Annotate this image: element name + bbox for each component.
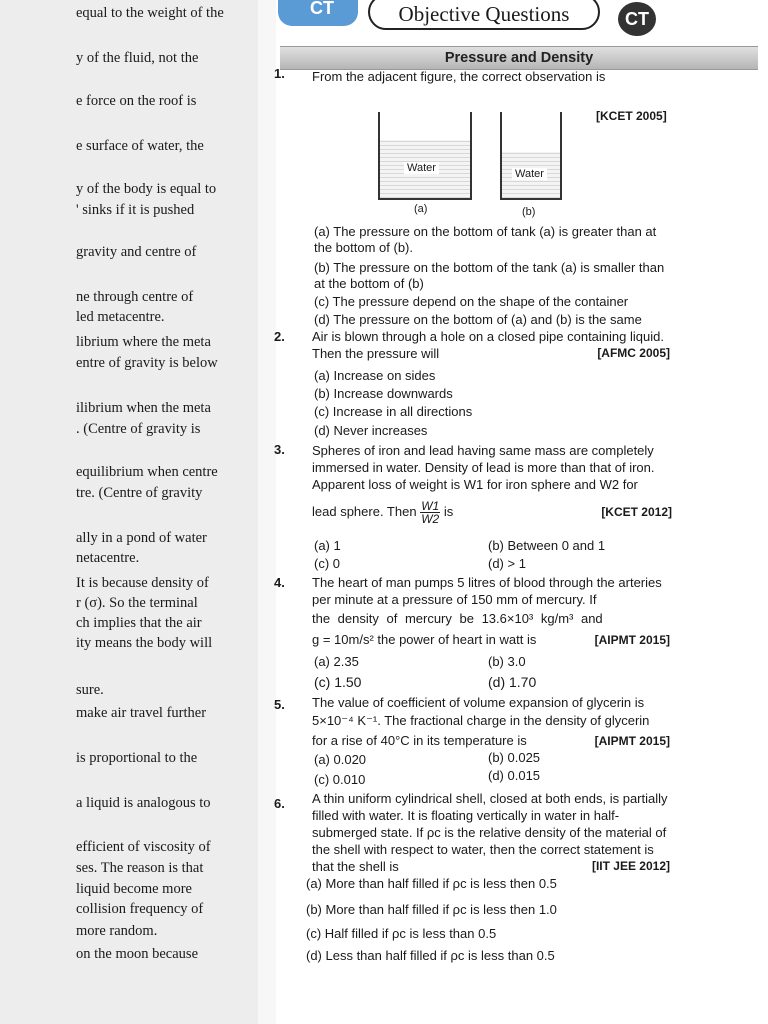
left-text-line: netacentre.	[76, 550, 140, 566]
option-b: (b) Between 0 and 1	[488, 538, 606, 553]
left-text-line: r (σ). So the terminal	[76, 595, 198, 611]
left-text-line: efficient of viscosity of	[76, 839, 211, 855]
left-text-line: . (Centre of gravity is	[76, 421, 201, 437]
figure-label-b: (b)	[522, 206, 536, 218]
option-c: (c) Increase in all directions	[314, 404, 473, 419]
exam-tag: [KCET 2012]	[601, 505, 672, 519]
option-d: (d) Less than half filled if ρc is less than 0.5	[306, 948, 555, 963]
exam-tag: [AIPMT 2015]	[594, 633, 670, 647]
question-text: Spheres of iron and lead having same mass are completely immersed in water. Density of lead is more than that of iron. Apparent loss of weight is W1 for iron sphere and W2 for	[312, 443, 655, 492]
option-b: (b) More than half filled if ρc is less then 1.0	[306, 902, 557, 917]
question-text-line	[312, 500, 672, 525]
question-text: The value of coefficient of volume expansion of glycerin is	[312, 695, 645, 710]
question-number: 5.	[274, 697, 285, 712]
question-stem: lead sphere. Then	[312, 503, 417, 519]
water-label: Water	[404, 162, 439, 174]
left-text-line: led metacentre.	[76, 309, 165, 325]
exam-tag: [IIT JEE 2012]	[591, 859, 670, 873]
option-c: (c) 0	[314, 556, 340, 571]
section-title: Pressure and Density	[280, 46, 758, 70]
left-text-line: tre. (Centre of gravity	[76, 485, 203, 501]
option-c: (c) The pressure depend on the shape of the container	[314, 294, 629, 309]
option-a: (a) Increase on sides	[314, 368, 436, 383]
left-text-line: ses. The reason is that	[76, 860, 204, 876]
left-text-line: ch implies that the air	[76, 615, 202, 631]
fraction-numerator: W1	[421, 499, 440, 513]
left-text-line: make air travel further	[76, 705, 207, 721]
option-d: (d) 0.015	[488, 768, 541, 783]
fraction-denominator: W2	[421, 512, 440, 526]
figure-label-a: (a)	[414, 203, 428, 215]
left-text-line: entre of gravity is below	[76, 355, 218, 371]
question-stem: for a rise of 40°C in its temperature is	[312, 733, 527, 748]
question-text	[312, 328, 670, 362]
option-b: (b) 0.025	[488, 750, 541, 765]
question-stem: is	[443, 503, 454, 519]
question-number: 1.	[274, 66, 285, 81]
left-text-line: on the moon because	[76, 946, 199, 962]
question-stem: A thin uniform cylindrical shell, closed at both ends, is partially filled with water. It is floating vertically in water in half-submerged state. If ρc is the relative density of the material of the shell with respect to water, then the correct statement is that the shell is	[312, 791, 668, 874]
left-text-line: more random.	[76, 923, 158, 939]
option-a: (a) 1	[314, 538, 341, 553]
option-d: (d) The pressure on the bottom of (a) and (b) is the same	[314, 312, 642, 327]
left-text-line: e surface of water, the	[76, 138, 204, 154]
option-d: (d) Never increases	[314, 423, 428, 438]
option-a: (a) More than half filled if ρc is less then 0.5	[306, 876, 557, 891]
brand-logo-icon: CT	[618, 2, 656, 36]
question-text-line: 5×10⁻⁴ K⁻¹. The fractional charge in the density of glycerin	[312, 713, 650, 728]
question-text-line	[312, 733, 670, 749]
left-text-line: ilibrium when the meta	[76, 400, 211, 416]
fraction	[420, 500, 440, 525]
question-text	[312, 68, 670, 85]
left-text-line: ally in a pond of water	[76, 530, 207, 546]
option-c: (c) 0.010	[314, 772, 366, 787]
question-number: 6.	[274, 796, 285, 811]
left-text-line: y of the fluid, not the	[76, 50, 199, 66]
tank-a	[378, 112, 472, 200]
page-header	[278, 0, 768, 40]
option-b: (b) 3.0	[488, 654, 526, 669]
option-d: (d) 1.70	[488, 674, 537, 690]
option-c: (c) 1.50	[314, 674, 362, 690]
question-stem: Air is blown through a hole on a closed pipe containing liquid. Then the pressure will	[312, 329, 664, 361]
question-text-line	[312, 632, 670, 648]
question-stem: g = 10m/s² the power of heart in watt is	[312, 632, 537, 647]
exam-tag: [AIPMT 2015]	[594, 734, 670, 748]
left-text-line: collision frequency of	[76, 901, 204, 917]
option-c: (c) Half filled if ρc is less than 0.5	[306, 926, 497, 941]
left-text-line: equal to the weight of the	[76, 5, 224, 21]
left-text-line: ne through centre of	[76, 289, 194, 305]
header-badge	[278, 0, 358, 26]
water-label: Water	[512, 168, 547, 180]
header-badge-text: CT	[310, 0, 334, 18]
question-number: 4.	[274, 575, 285, 590]
exam-tag: [AFMC 2005]	[597, 346, 670, 360]
left-text-line: equilibrium when centre	[76, 464, 218, 480]
option-d: (d) > 1	[488, 556, 526, 571]
left-text-line: a liquid is analogous to	[76, 795, 211, 811]
left-text-line: sure.	[76, 682, 104, 698]
question-number: 2.	[274, 329, 285, 344]
question-stem: From the adjacent figure, the correct observation is	[312, 69, 606, 84]
left-text-line: y of the body is equal to	[76, 181, 217, 197]
option-a: (a) 2.35	[314, 654, 359, 669]
question-text	[312, 790, 670, 875]
option-b: (b) The pressure on the bottom of the tank (a) is smaller than at the bottom of (b)	[314, 260, 665, 291]
left-text-line: librium where the meta	[76, 334, 211, 350]
question-text: The heart of man pumps 5 litres of blood through the arteries per minute at a pressure of 150 mm of mercury. If	[312, 575, 662, 607]
left-text-line: ' sinks if it is pushed	[76, 202, 195, 218]
option-a: (a) The pressure on the bottom of tank (a) is greater than at the bottom of (b).	[314, 224, 657, 255]
left-text-line: It is because density of	[76, 575, 209, 591]
exam-tag: [KCET 2005]	[596, 109, 667, 123]
option-a: (a) 0.020	[314, 752, 367, 767]
question-number: 3.	[274, 442, 285, 457]
option-b: (b) Increase downwards	[314, 386, 453, 401]
page-title: Objective Questions	[368, 0, 600, 30]
question-text-line: the density of mercury be 13.6×10³ kg/m³ and	[312, 611, 603, 626]
tank-b	[500, 112, 562, 200]
page-gutter	[258, 0, 276, 1024]
left-text-line: liquid become more	[76, 881, 192, 897]
left-text-line: gravity and centre of	[76, 244, 197, 260]
left-text-line: ity means the body will	[76, 635, 213, 651]
left-text-line: is proportional to the	[76, 750, 198, 766]
left-text-line: e force on the roof is	[76, 93, 197, 109]
previous-page-column	[0, 0, 258, 1024]
